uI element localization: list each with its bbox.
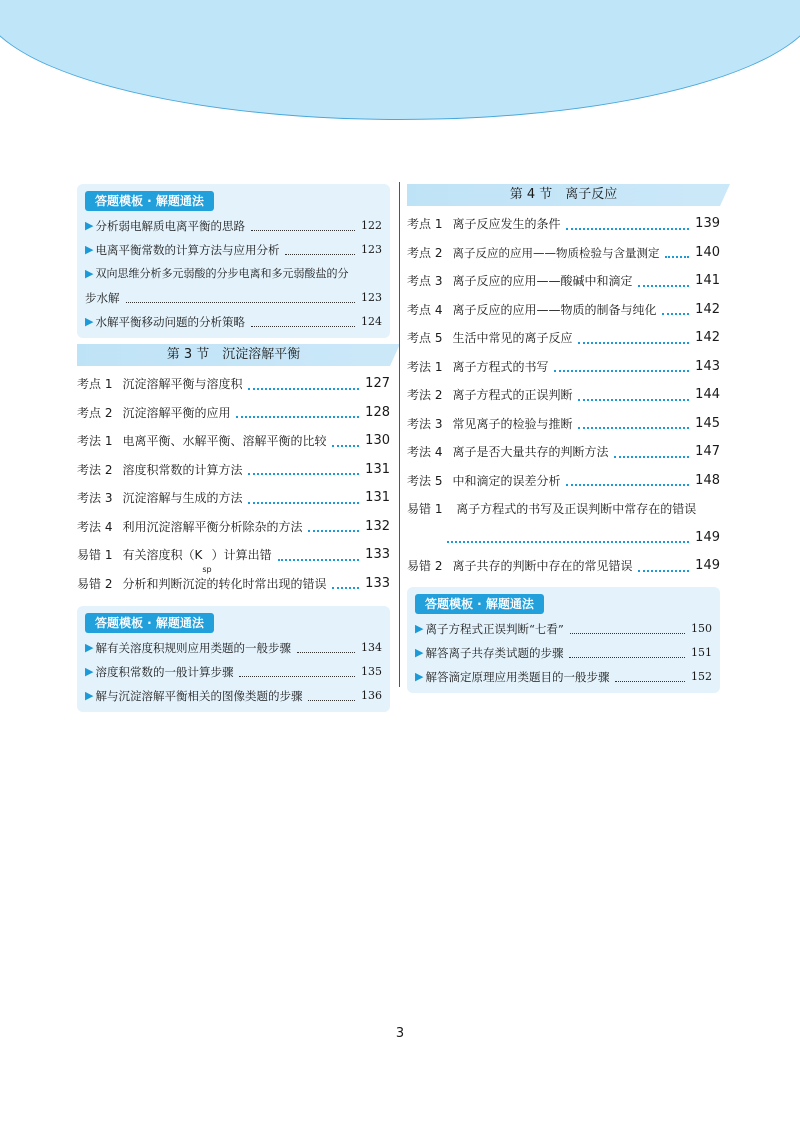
entry-title: 离子反应的应用——物质检验与含量测定 — [452, 245, 660, 260]
page-ref: 148 — [695, 472, 720, 488]
dot-leader — [126, 302, 356, 303]
toc-link[interactable] — [85, 636, 382, 660]
toc-link[interactable] — [85, 660, 382, 684]
entry-title: 离子方程式的书写及正误判断中常存在的错误 — [456, 502, 697, 516]
page-ref: 127 — [365, 376, 390, 391]
toc-entry[interactable] — [407, 353, 720, 382]
toc-entry[interactable] — [77, 513, 390, 542]
section-heading: 第 3 节 沉淀溶解平衡 — [77, 344, 390, 366]
toc-entry[interactable] — [77, 399, 390, 428]
dot-leader — [665, 256, 689, 258]
page-ref: 140 — [695, 244, 720, 260]
dot-leader — [554, 370, 689, 372]
entry-label: 易错 2 — [407, 559, 443, 573]
entry-label: 考法 4 — [77, 519, 113, 534]
entry-title: 沉淀溶解平衡与溶度积 — [122, 377, 243, 391]
page-ref: 149 — [695, 558, 720, 573]
dot-leader — [308, 530, 359, 532]
toc-entry[interactable] — [407, 467, 720, 496]
template-box-1 — [77, 184, 390, 338]
toc-entry[interactable] — [77, 570, 390, 599]
toc-link-text: 解答离子共存类试题的步骤 — [425, 645, 564, 660]
toc-entry[interactable] — [407, 438, 720, 467]
entry-title: 有关溶度积（K — [122, 548, 203, 562]
toc-link[interactable] — [85, 238, 382, 262]
triangle-bullet-icon: ▶ — [85, 267, 94, 280]
toc-entry[interactable] — [407, 410, 720, 439]
entry-title: 生活中常见的离子反应 — [452, 331, 573, 345]
dot-leader — [570, 633, 685, 634]
page-ref: 123 — [361, 243, 382, 256]
triangle-bullet-icon: ▶ — [415, 669, 424, 683]
page-ref: 152 — [691, 669, 712, 683]
dot-leader — [638, 570, 689, 572]
toc-entry[interactable] — [407, 381, 720, 410]
page-ref: 142 — [695, 301, 720, 317]
dot-leader — [332, 445, 359, 447]
entry-title: 溶度积常数的计算方法 — [122, 462, 243, 477]
toc-link-text: 溶度积常数的一般计算步骤 — [95, 665, 234, 679]
toc-entry[interactable] — [407, 324, 720, 353]
page-ref: 150 — [691, 621, 712, 635]
template-box-3 — [407, 587, 720, 693]
toc-link-text: 电离平衡常数的计算方法与应用分析 — [95, 243, 280, 257]
entry-title: 离子反应发生的条件 — [452, 217, 561, 231]
toc-entry[interactable] — [77, 484, 390, 513]
dot-leader — [578, 399, 689, 401]
dot-leader — [578, 427, 689, 429]
triangle-bullet-icon: ▶ — [85, 315, 94, 328]
dot-leader — [566, 228, 689, 230]
toc-link-text: 解有关溶度积规则应用类题的一般步骤 — [95, 641, 291, 655]
entry-title: 离子反应的应用——物质的制备与纯化 — [452, 302, 657, 317]
entry-title: 电离平衡、水解平衡、溶解平衡的比较 — [122, 434, 327, 448]
toc-link[interactable] — [85, 310, 382, 334]
entry-title-tail: ）计算出错 — [211, 548, 272, 562]
dot-leader — [566, 484, 689, 486]
triangle-bullet-icon: ▶ — [85, 689, 94, 702]
dot-leader — [447, 541, 689, 543]
page-ref: 141 — [695, 273, 720, 288]
dot-leader — [239, 676, 355, 677]
page-ref: 134 — [361, 641, 382, 654]
toc-entry[interactable] — [407, 552, 720, 581]
toc-link[interactable] — [85, 214, 382, 238]
triangle-bullet-icon: ▶ — [85, 641, 94, 654]
page-ref: 142 — [695, 330, 720, 345]
entry-label: 考法 1 — [407, 359, 443, 374]
toc-link-text: 解与沉淀溶解平衡相关的图像类题的步骤 — [95, 689, 303, 703]
toc-link-text: 解答滴定原理应用类题目的一般步骤 — [425, 669, 610, 684]
entry-label: 考点 2 — [77, 405, 113, 420]
page-ref: 139 — [695, 216, 720, 231]
entry-title: 中和滴定的误差分析 — [452, 473, 561, 488]
toc-link-text: 水解平衡移动问题的分析策略 — [95, 315, 245, 329]
entry-title: 离子方程式的书写 — [452, 359, 549, 374]
toc-entry[interactable] — [407, 239, 720, 268]
page-ref: 149 — [695, 529, 720, 545]
toc-entry[interactable] — [407, 495, 720, 552]
page-ref: 133 — [365, 547, 390, 562]
section-heading: 第 4 节 离子反应 — [407, 184, 720, 206]
dot-leader — [578, 342, 689, 344]
entry-title: 常见离子的检验与推断 — [452, 416, 573, 431]
toc-entry[interactable] — [77, 427, 390, 456]
template-box-heading: 答题模板 · 解题通法 — [85, 191, 214, 211]
toc-link[interactable] — [415, 665, 712, 689]
section-entries — [407, 210, 720, 581]
entry-label: 考法 1 — [77, 434, 113, 448]
dot-leader — [236, 416, 359, 418]
entry-label: 易错 1 — [407, 502, 443, 516]
dot-leader — [297, 652, 355, 653]
page-ref: 135 — [361, 665, 382, 678]
dot-leader — [278, 559, 360, 561]
page-ref: 131 — [365, 461, 390, 477]
entry-title: 沉淀溶解平衡的应用 — [122, 405, 231, 420]
entry-label: 考法 2 — [407, 388, 443, 402]
toc-right-column — [407, 184, 720, 693]
toc-link[interactable] — [415, 641, 712, 665]
entry-label: 考法 3 — [407, 416, 443, 431]
entry-label: 考法 3 — [77, 491, 113, 505]
entry-title: 利用沉淀溶解平衡分析除杂的方法 — [122, 519, 303, 534]
page-ref: 147 — [695, 444, 720, 459]
dot-leader — [638, 285, 689, 287]
entry-label: 考点 3 — [407, 274, 443, 288]
entry-label: 考点 4 — [407, 302, 443, 317]
section-entries — [77, 370, 390, 598]
dot-leader — [308, 700, 355, 701]
dot-leader — [248, 388, 359, 390]
page-ref: 145 — [695, 415, 720, 431]
template-box-heading: 答题模板 · 解题通法 — [415, 594, 544, 614]
page-ref: 151 — [691, 645, 712, 659]
dot-leader — [251, 326, 355, 327]
toc-left-column — [77, 184, 390, 712]
dot-leader — [614, 456, 689, 458]
toc-entry[interactable] — [407, 296, 720, 325]
dot-leader — [248, 502, 359, 504]
dot-leader — [251, 230, 355, 231]
toc-link-text: 分析弱电解质电离平衡的思路 — [95, 219, 245, 233]
toc-link-text: 双向思维分析多元弱酸的分步电离和多元弱酸盐的分 — [95, 267, 349, 280]
triangle-bullet-icon: ▶ — [85, 665, 94, 678]
page-ref: 144 — [695, 387, 720, 402]
template-box-heading: 答题模板 · 解题通法 — [85, 613, 214, 633]
triangle-bullet-icon: ▶ — [85, 219, 94, 232]
page-ref: 124 — [361, 315, 382, 328]
dot-leader — [662, 313, 689, 315]
entry-label: 考点 1 — [407, 217, 443, 231]
page-ref: 122 — [361, 219, 382, 232]
page-ref: 132 — [365, 518, 390, 534]
page-ref: 133 — [365, 575, 390, 591]
page-ref: 143 — [695, 358, 720, 374]
column-divider — [399, 182, 400, 687]
toc-entry[interactable] — [77, 456, 390, 485]
entry-label: 易错 2 — [77, 576, 113, 591]
entry-label: 易错 1 — [77, 548, 113, 562]
dot-leader — [248, 473, 359, 475]
triangle-bullet-icon: ▶ — [415, 645, 424, 659]
entry-title: 离子方程式的正误判断 — [452, 388, 573, 402]
triangle-bullet-icon: ▶ — [85, 243, 94, 256]
toc-link[interactable] — [85, 262, 382, 286]
entry-label: 考点 2 — [407, 245, 443, 260]
entry-label: 考点 5 — [407, 331, 443, 345]
toc-link-continued[interactable] — [85, 286, 382, 310]
entry-title: 沉淀溶解与生成的方法 — [122, 491, 243, 505]
toc-entry[interactable]: 易错 1 有关溶度积（K sp ）计算出错 133 — [77, 541, 390, 570]
toc-link[interactable] — [85, 684, 382, 708]
entry-title: 分析和判断沉淀的转化时常出现的错误 — [122, 576, 327, 591]
dot-leader — [332, 587, 359, 589]
dot-leader — [615, 681, 685, 682]
entry-label: 考法 2 — [77, 462, 113, 477]
top-banner — [0, 0, 800, 120]
dot-leader — [285, 254, 355, 255]
toc-entry[interactable] — [407, 267, 720, 296]
entry-label: 考点 1 — [77, 377, 113, 391]
entry-title: 离子共存的判断中存在的常见错误 — [452, 559, 633, 573]
page-ref: 136 — [361, 689, 382, 702]
dot-leader — [569, 657, 685, 658]
entry-title: 离子反应的应用——酸碱中和滴定 — [452, 274, 633, 288]
toc-link-text: 离子方程式正误判断“七看” — [425, 621, 564, 636]
page-number: 3 — [395, 1026, 405, 1041]
page-ref: 123 — [361, 291, 382, 304]
template-box-2 — [77, 606, 390, 712]
toc-link[interactable] — [415, 617, 712, 641]
entry-label: 考法 5 — [407, 473, 443, 488]
toc-entry[interactable] — [407, 210, 720, 239]
entry-title: 离子是否大量共存的判断方法 — [452, 445, 609, 459]
entry-label: 考法 4 — [407, 445, 443, 459]
page-ref: 128 — [365, 404, 390, 420]
page-ref: 130 — [365, 433, 390, 448]
triangle-bullet-icon: ▶ — [415, 621, 424, 635]
toc-entry[interactable] — [77, 370, 390, 399]
page-ref: 131 — [365, 490, 390, 505]
toc-link-text: 步水解 — [85, 291, 120, 305]
